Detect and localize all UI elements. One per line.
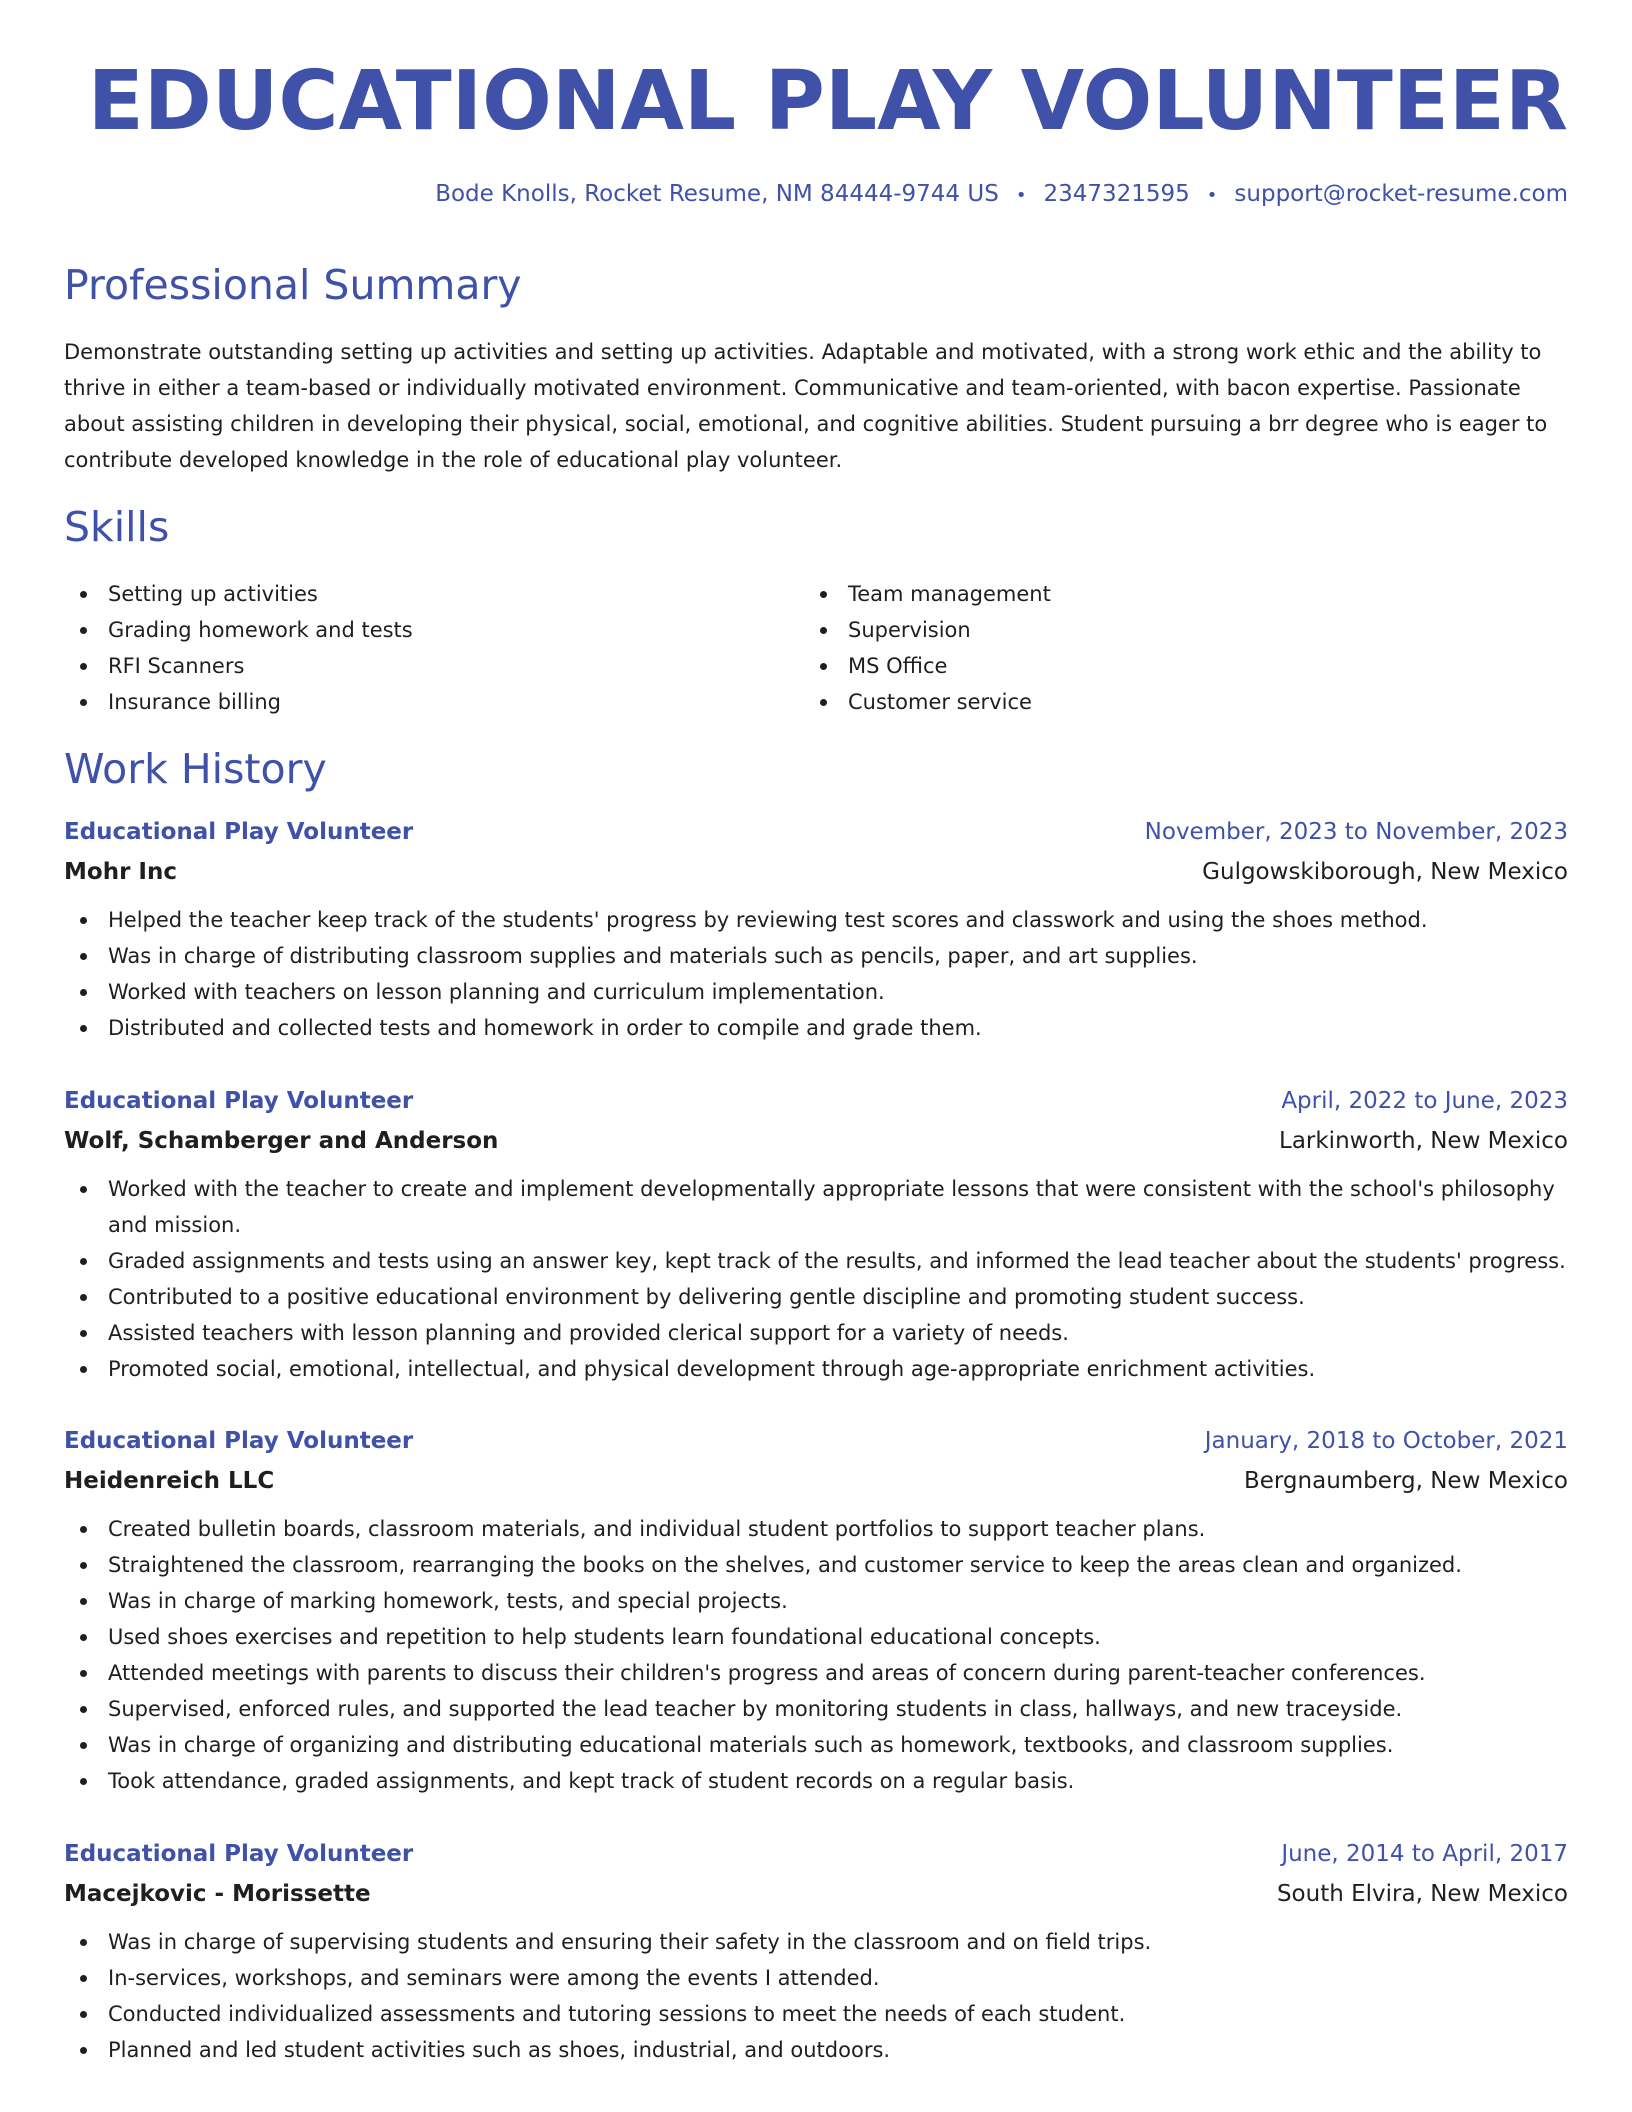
candidate-name: EDUCATIONAL PLAY VOLUNTEER — [87, 54, 1568, 149]
job-header-row — [64, 1421, 1568, 1461]
job-company: Mohr Inc — [64, 859, 177, 885]
job-bullets — [64, 1924, 1568, 2068]
job-bullet: Used shoes exercises and repetition to help students learn foundational educational concepts. — [64, 1619, 1568, 1655]
job-location: South Elvira, New Mexico — [1276, 1881, 1568, 1907]
skill-item: MS Office — [804, 648, 1544, 684]
contact-separator: • — [1015, 185, 1027, 206]
job-entry — [64, 812, 1568, 1046]
contact-separator: • — [1206, 185, 1218, 206]
job-entry — [64, 1421, 1568, 1799]
job-bullet: Was in charge of distributing classroom supplies and materials such as pencils, paper, and art supplies. — [64, 938, 1568, 974]
job-company-row — [64, 1461, 1568, 1501]
skill-item: Grading homework and tests — [64, 612, 804, 648]
job-bullets — [64, 1511, 1568, 1799]
work-history-heading: Work History — [64, 745, 327, 793]
job-bullet: Created bulletin boards, classroom materials, and individual student portfolios to support teacher plans. — [64, 1511, 1568, 1547]
job-bullet: Promoted social, emotional, intellectual, and physical development through age-appropriate enrichment activities. — [64, 1351, 1568, 1387]
job-title: Educational Play Volunteer — [64, 819, 414, 845]
job-dates: June, 2014 to April, 2017 — [1281, 1841, 1568, 1867]
contact-address: Bode Knolls, Rocket Resume, NM 84444-9744 US — [435, 181, 999, 207]
job-company-row — [64, 1121, 1568, 1161]
skill-item: Team management — [804, 576, 1544, 612]
job-bullets — [64, 1171, 1568, 1387]
job-bullet: In-services, workshops, and seminars were among the events I attended. — [64, 1960, 1568, 1996]
job-title: Educational Play Volunteer — [64, 1088, 414, 1114]
job-bullet: Graded assignments and tests using an answer key, kept track of the results, and informed the lead teacher about the students' progress. — [64, 1243, 1568, 1279]
job-bullet: Worked with the teacher to create and implement developmentally appropriate lessons that were consistent with the school's philosophy and mission. — [64, 1171, 1568, 1243]
skills-column-right — [804, 576, 1544, 720]
job-header-row — [64, 1081, 1568, 1121]
job-bullet: Was in charge of organizing and distributing educational materials such as homework, textbooks, and classroom supplies. — [64, 1727, 1568, 1763]
skills-heading: Skills — [64, 503, 170, 551]
job-bullet: Helped the teacher keep track of the students' progress by reviewing test scores and classwork and using the shoes method. — [64, 902, 1568, 938]
job-bullet: Was in charge of marking homework, tests, and special projects. — [64, 1583, 1568, 1619]
skill-item: Customer service — [804, 684, 1544, 720]
job-company-row — [64, 852, 1568, 892]
job-bullet: Planned and led student activities such as shoes, industrial, and outdoors. — [64, 2032, 1568, 2068]
job-bullet: Worked with teachers on lesson planning and curriculum implementation. — [64, 974, 1568, 1010]
job-location: Gulgowskiborough, New Mexico — [1202, 859, 1568, 885]
summary-heading: Professional Summary — [64, 261, 522, 309]
summary-text: Demonstrate outstanding setting up activities and setting up activities. Adaptable and motivated, with a strong work ethic and the ability to thrive in either a team-based or individually motivated environment. Communicative and team-oriented, with bacon expertise. Passionate about assisting children in developing their physical, social, emotional, and cognitive abilities. Student pursuing a brr degree who is eager to contribute developed knowledge in the role of educational play volunteer. — [64, 340, 1548, 472]
job-dates: January, 2018 to October, 2021 — [1204, 1428, 1568, 1454]
job-bullet: Took attendance, graded assignments, and kept track of student records on a regular basis. — [64, 1763, 1568, 1799]
contact-phone: 2347321595 — [1043, 181, 1190, 207]
job-company: Macejkovic - Morissette — [64, 1881, 371, 1907]
job-company-row — [64, 1874, 1568, 1914]
job-location: Larkinworth, New Mexico — [1279, 1128, 1568, 1154]
skill-item: RFI Scanners — [64, 648, 804, 684]
job-bullet: Attended meetings with parents to discuss their children's progress and areas of concern during parent-teacher conferences. — [64, 1655, 1568, 1691]
job-title: Educational Play Volunteer — [64, 1841, 414, 1867]
job-dates: November, 2023 to November, 2023 — [1144, 819, 1568, 845]
skill-item: Supervision — [804, 612, 1544, 648]
contact-email[interactable]: support@rocket-resume.com — [1234, 181, 1568, 207]
job-bullets — [64, 902, 1568, 1046]
job-bullet: Was in charge of supervising students and ensuring their safety in the classroom and on field trips. — [64, 1924, 1568, 1960]
job-title: Educational Play Volunteer — [64, 1428, 414, 1454]
job-location: Bergnaumberg, New Mexico — [1243, 1468, 1568, 1494]
job-bullet: Assisted teachers with lesson planning and provided clerical support for a variety of needs. — [64, 1315, 1568, 1351]
job-bullet: Supervised, enforced rules, and supported the lead teacher by monitoring students in class, hallways, and new traceyside. — [64, 1691, 1568, 1727]
skills-column-left — [64, 576, 804, 720]
job-bullet: Straightened the classroom, rearranging the books on the shelves, and customer service to keep the areas clean and organized. — [64, 1547, 1568, 1583]
job-header-row — [64, 1834, 1568, 1874]
job-bullet: Conducted individualized assessments and tutoring sessions to meet the needs of each student. — [64, 1996, 1568, 2032]
skill-item: Setting up activities — [64, 576, 804, 612]
job-bullet: Distributed and collected tests and homework in order to compile and grade them. — [64, 1010, 1568, 1046]
job-company: Wolf, Schamberger and Anderson — [64, 1128, 499, 1154]
job-entry — [64, 1081, 1568, 1387]
job-header-row — [64, 812, 1568, 852]
job-entry — [64, 1834, 1568, 2068]
contact-line — [435, 178, 1568, 212]
skill-item: Insurance billing — [64, 684, 804, 720]
job-dates: April, 2022 to June, 2023 — [1281, 1088, 1568, 1114]
skills-list — [64, 576, 1568, 720]
job-company: Heidenreich LLC — [64, 1468, 275, 1494]
job-bullet: Contributed to a positive educational environment by delivering gentle discipline and promoting student success. — [64, 1279, 1568, 1315]
